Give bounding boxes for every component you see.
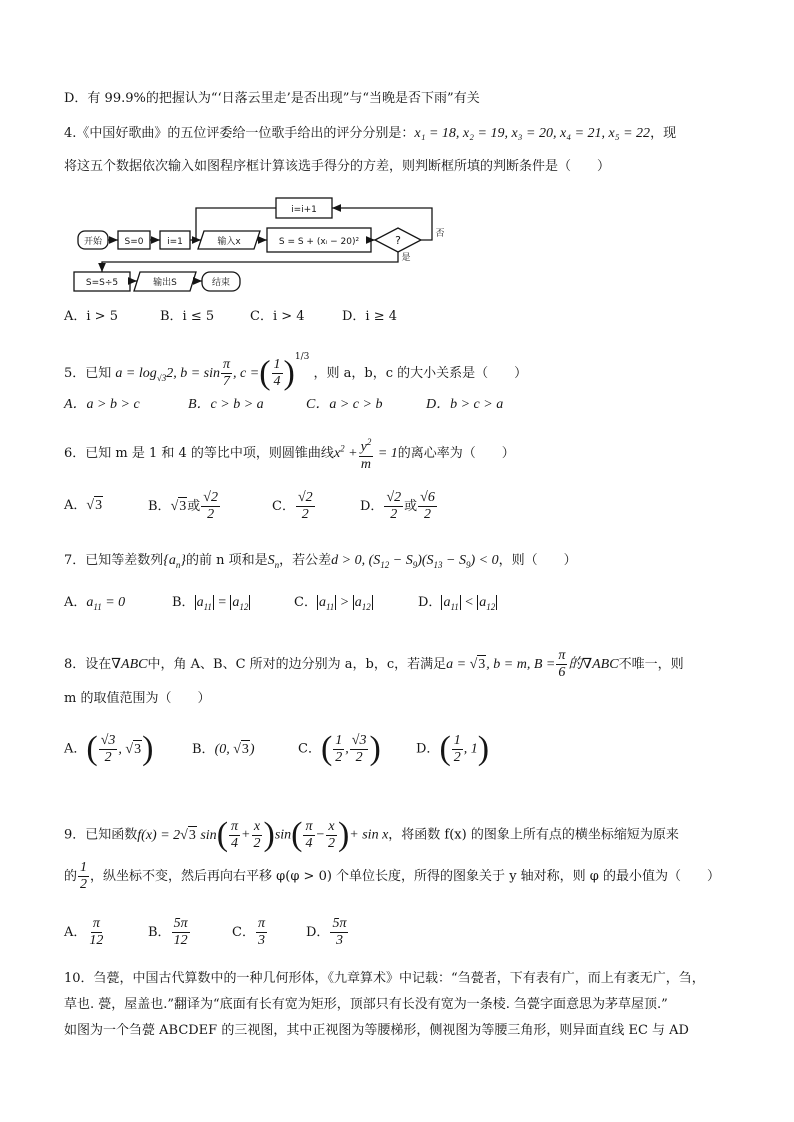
- q4-stem-line2: 将这五个数据依次输入如图程序框计算该选手得分的方差，则判断框所填的判断条件是（ ）: [64, 159, 611, 174]
- q5-option-d: D．b > c > a: [426, 397, 504, 412]
- q9-option-a: A． $\frac{\pi}{12}$: [64, 916, 104, 948]
- q8-option-a: A．( $\frac{√3}{2}$ , √3): [64, 730, 154, 767]
- q5-frac-pi7: $\frac{\pi}{7}$: [223, 357, 231, 389]
- q4-stem-suffix: ，现: [650, 126, 677, 141]
- svg-text:输入x: 输入x: [217, 237, 241, 247]
- q8-stem-line2: m 的取值范围为（ ）: [64, 691, 211, 706]
- q6-prefix: 6．已知 m 是 1 和 4 的等比中项，则圆锥曲线: [64, 445, 334, 461]
- q6-conic: $x^2$ +: [333, 443, 358, 461]
- svg-text:?: ?: [395, 234, 401, 247]
- svg-text:是: 是: [401, 253, 411, 263]
- q6-stem: 6．已知 m 是 1 和 4 的等比中项，则圆锥曲线$x^2$ + $\frac{y^2}{m}$ = 1的离心率为（ ）: [64, 434, 515, 473]
- q8-option-b: B．(0, √3): [192, 742, 255, 757]
- q9-option-c: C． $\frac{\pi}{3}$: [232, 916, 265, 948]
- q5-frac-14: $\frac{1}{4}$: [273, 357, 281, 389]
- svg-text:S=0: S=0: [124, 237, 144, 247]
- q5-stem: 5．已知 $a = \log_{√3}2$, b = sin $\frac{\pi}{7}$ , c =( $\frac{1}{4}$ )$^{1/3}$ ，则 a，b，c 的大小关系是（ ）: [64, 352, 528, 392]
- q6-suffix: 的离心率为（ ）: [397, 445, 515, 461]
- q6-option-c: C． $\frac{√2}{2}$: [272, 490, 313, 522]
- q8-option-d: D．( $\frac{1}{2}$ , 1): [416, 730, 490, 767]
- q6-option-a: A．√3: [64, 498, 103, 513]
- svg-text:开始: 开始: [83, 237, 103, 247]
- q7-stem: 7．已知等差数列$\{a_n\}$的前 n 项和是$S_n$，若公差d > 0, $(S_{12} - S_9)(S_{13} - S_9) < 0$，则（ ）: [64, 553, 577, 570]
- q5-option-c: C．a > c > b: [306, 397, 383, 412]
- q9-stem-line1: 9．已知函数f(x) = 2√3 sin( $\frac{\pi}{4}$ + $\frac{x}{2}$ )sin( $\frac{\pi}{4}$ − $\frac{x}{2}$ )+ sin x，将函数 f(x) 的图象上所有点的横坐标缩短为原来: [64, 816, 679, 853]
- q4-stem-line1: [64, 125, 676, 143]
- q4-option-a: A．i > 5: [64, 309, 118, 324]
- q7-option-d: D． $a_{11} < a_{12}$: [418, 595, 496, 612]
- q4-option-c: C．i > 4: [250, 309, 305, 324]
- svg-text:S=S÷5: S=S÷5: [85, 278, 119, 288]
- q4-stem-prefix: 4.《中国好歌曲》的五位评委给一位歌手给出的评分分别是：: [64, 126, 415, 141]
- q6-option-d: D． $\frac{√2}{2}$ 或 $\frac{√6}{2}$: [360, 490, 435, 522]
- svg-text:i=1: i=1: [167, 237, 183, 247]
- q3-option-d: D．有 99.9%的把握认为“‘日落云里走’是否出现”与“当晚是否下雨”有关: [64, 91, 480, 106]
- q4-flowchart: [70, 194, 450, 294]
- q6-option-b: B．√3或 $\frac{√2}{2}$: [148, 490, 218, 522]
- q4-scores: x₁ = 18, x₂ = 19, x₃ = 20, x₄ = 21, x₅ = 22: [414, 126, 651, 141]
- svg-text:输出S: 输出S: [153, 278, 177, 288]
- q10-line2: 草也. 甍，屋盖也.”翻译为“底面有长有宽为矩形，顶部只有长没有宽为一条棱. 刍甍字面意思为茅草屋顶.”: [64, 997, 668, 1012]
- q5-mid: ，则 a，b，c 的大小关系是（ ）: [313, 366, 528, 381]
- q7-option-a: A．$a_{11} = 0$: [64, 595, 126, 612]
- q8-stem-line1: 8．设在∇ABC中，角 A、B、C 所对的边分别为 a，b，c，若满足a = √3, b = m, B = $\frac{\pi}{6}$ 的∇ABC不唯一，则: [64, 648, 684, 680]
- q5-option-a: A．a > b > c: [64, 397, 140, 412]
- q10-line1: 10．刍甍，中国古代算数中的一种几何形体，《九章算术》中记载：“刍甍者，下有表有广，而上有袤无广，刍，: [64, 971, 705, 986]
- q10-line3: 如图为一个刍甍 ABCDEF 的三视图，其中正视图为等腰梯形，侧视图为等腰三角形，则异面直线 EC 与 AD: [64, 1023, 689, 1038]
- q9-option-d: D． $\frac{5\pi}{3}$: [306, 916, 347, 948]
- svg-text:结束: 结束: [211, 278, 231, 288]
- q4-option-b: B．i ≤ 5: [160, 309, 215, 324]
- q5-a-expr: $a = \log_{√3}2$, b = sin: [115, 366, 221, 383]
- svg-text:否: 否: [435, 229, 445, 239]
- q7-option-b: B． $a_{11} = a_{12}$: [172, 595, 249, 612]
- q6-frac-y2m: $\frac{y^2}{m}$: [359, 434, 374, 473]
- q7-option-c: C． $a_{11} > a_{12}$: [294, 595, 371, 612]
- svg-text:S = S + (xᵢ − 20)²: S = S + (xᵢ − 20)²: [278, 237, 360, 247]
- q4-option-d: D．i ≥ 4: [342, 309, 398, 324]
- q5-option-b: B．c > b > a: [188, 397, 264, 412]
- svg-text:i=i+1: i=i+1: [291, 205, 317, 215]
- q9-option-b: B． $\frac{5\pi}{12}$: [148, 916, 188, 948]
- q9-stem-line2: 的 $\frac{1}{2}$ ，纵坐标不变，然后再向右平移 φ(φ > 0) 个单位长度，所得的图象关于 y 轴对称，则 φ 的最小值为（ ）: [64, 860, 721, 892]
- q8-option-c: C．( $\frac{1}{2}$ , $\frac{√3}{2}$ ): [298, 730, 381, 767]
- q5-prefix: 5．已知: [64, 366, 112, 381]
